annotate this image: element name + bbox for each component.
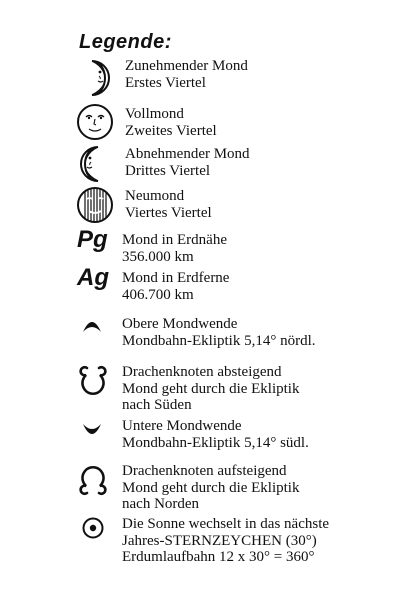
perigee-distance: 356.000 km <box>122 248 194 265</box>
upper-standstill-label: Obere Mondwende <box>122 316 238 332</box>
upper-lunar-standstill-icon <box>76 308 116 348</box>
ascending-node-direction: nach Norden <box>122 496 200 512</box>
new-moon-sublabel: Viertes Viertel <box>125 204 212 221</box>
sun-sign-change-orbit: Erdumlaufbahn 12 x 30° = 360° <box>122 549 315 565</box>
sun-sign-change-label: Die Sonne wechselt in das nächste <box>122 516 330 532</box>
apogee-distance: 406.700 km <box>122 286 194 303</box>
waning-moon-sublabel: Drittes Viertel <box>125 162 211 179</box>
full-moon-icon <box>76 102 116 142</box>
sun-sign-change-icon <box>76 510 116 550</box>
perigee-label: Mond in Erdnähe <box>122 232 227 248</box>
perigee-symbol: Pg <box>77 226 108 253</box>
descending-node-label: Drachenknoten absteigend <box>122 364 282 380</box>
legend-title: Legende: <box>79 31 172 53</box>
ascending-node-icon <box>76 461 116 501</box>
apogee-symbol: Ag <box>77 264 109 291</box>
waning-moon-label: Abnehmender Mond <box>125 146 250 162</box>
apogee-label: Mond in Erdferne <box>122 270 230 286</box>
waxing-moon-icon <box>76 58 116 98</box>
waning-moon-icon <box>76 144 116 184</box>
upper-standstill-detail: Mondbahn-Ekliptik 5,14° nördl. <box>122 332 316 349</box>
waxing-moon-sublabel: Erstes Viertel <box>125 74 206 91</box>
lower-lunar-standstill-icon <box>76 408 116 448</box>
descending-node-detail: Mond geht durch die Ekliptik <box>122 380 300 397</box>
ascending-node-label: Drachenknoten aufsteigend <box>122 463 287 479</box>
sun-sign-change-detail: Jahres-STERNZEYCHEN (30°) <box>122 532 317 549</box>
lower-standstill-label: Untere Mondwende <box>122 418 242 434</box>
waxing-moon-label: Zunehmender Mond <box>125 58 248 74</box>
ascending-node-detail: Mond geht durch die Ekliptik <box>122 479 300 496</box>
descending-node-direction: nach Süden <box>122 397 192 413</box>
descending-node-icon <box>76 360 116 400</box>
lower-standstill-detail: Mondbahn-Ekliptik 5,14° südl. <box>122 434 309 451</box>
full-moon-label: Vollmond <box>125 106 184 122</box>
new-moon-label: Neumond <box>125 188 185 204</box>
new-moon-icon <box>76 185 116 225</box>
full-moon-sublabel: Zweites Viertel <box>125 122 217 139</box>
